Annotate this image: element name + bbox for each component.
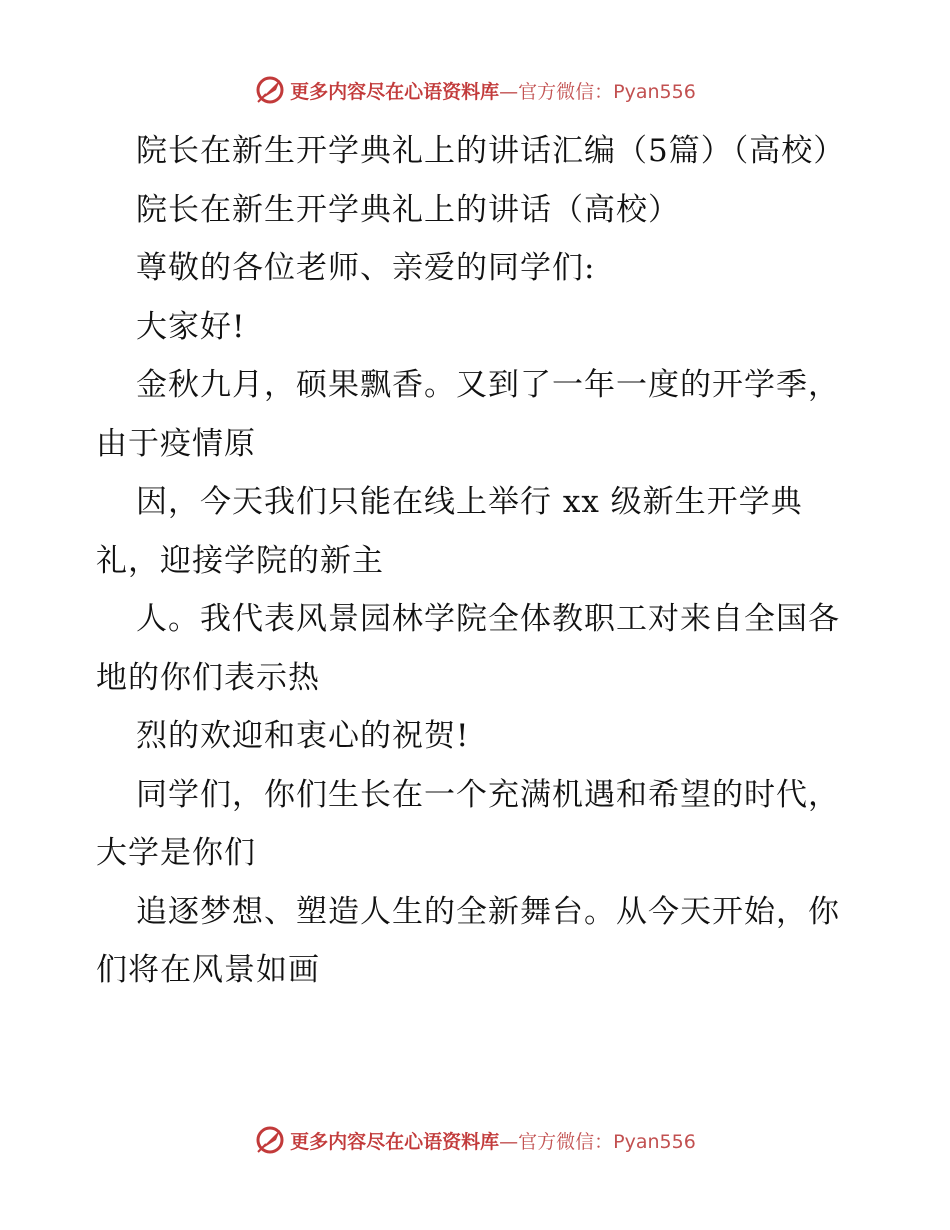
body-paragraph: 人。我代表风景园林学院全体教职工对来自全国各地的你们表示热 [96,601,840,696]
body-paragraph: 同学们，你们生长在一个充满机遇和希望的时代，大学是你们 [96,776,840,871]
salutation: 尊敬的各位老师、亲爱的同学们: [136,250,596,286]
banner-text-main: 更多内容尽在心语资料库 [290,80,500,103]
quill-logo-icon [254,74,286,106]
quill-logo-icon [254,1124,286,1156]
header-banner [0,70,950,110]
banner-text-rest: —官方微信：Pyan556 [499,80,696,103]
banner-text [290,77,696,104]
body-paragraph: 因，今天我们只能在线上举行 xx 级新生开学典礼，迎接学院的新主 [96,484,803,579]
footer-banner [0,1120,950,1160]
banner-text [290,1127,696,1154]
speech-title: 院长在新生开学典礼上的讲话（高校） [136,191,680,228]
banner-text-main: 更多内容尽在心语资料库 [290,1130,500,1153]
body-paragraph: 烈的欢迎和衷心的祝贺! [136,718,470,754]
document-title: 院长在新生开学典礼上的讲话汇编（5篇）（高校） [136,133,846,169]
banner-text-rest: —官方微信：Pyan556 [499,1130,696,1153]
greeting: 大家好! [136,308,246,345]
document-body [96,122,856,1000]
body-paragraph: 金秋九月，硕果飘香。又到了一年一度的开学季，由于疫情原 [96,367,840,462]
body-paragraph: 追逐梦想、塑造人生的全新舞台。从今天开始，你们将在风景如画 [96,893,840,988]
